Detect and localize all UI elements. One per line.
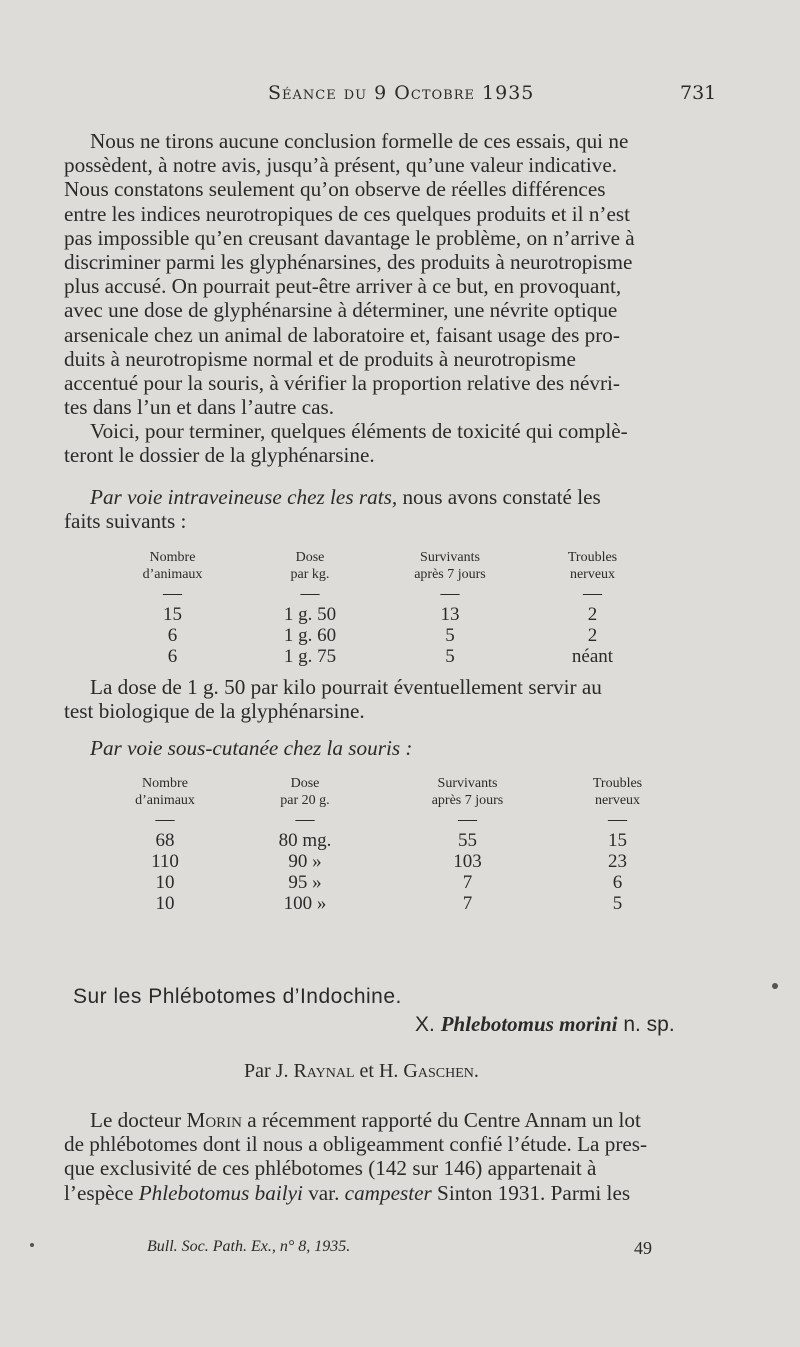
text-line: Nous ne tirons aucune conclusion formelle de ces essais, qui ne [90,129,629,153]
text-line: Nous constatons seulement qu’on observe de réelles différences [64,177,606,202]
text-line: Voici, pour terminer, quelques éléments de toxicité qui complè- [90,419,628,444]
running-header [0,82,800,112]
table-row: 6 1 g. 60 5 2 [167,625,598,646]
table-row: 15 1 g. 50 13 2 [163,604,598,625]
signature-mark: 49 [634,1238,652,1258]
text-line: avec une dose de glyphénarsine à déterminer, une névrite optique [64,298,618,323]
text-line: l’espèce Phlebotomus bailyi var. campester Sinton 1931. Parmi les [64,1180,631,1205]
author-name: Raynal [293,1060,355,1082]
col-header: Nombre d’animaux [135,776,195,808]
table-row: 6 1 g. 75 5 néant [167,646,614,667]
col-header: Troubles nerveux [567,550,618,582]
table-dash-row: — — — — [155,809,627,830]
table-row: 10 95 » 7 6 [155,872,623,893]
paragraph-4 [64,1108,736,1205]
article-title: Sur les Phlébotomes d’Indochine. [73,985,402,1008]
table-row: 10 100 » 7 5 [155,893,623,914]
text-line: de phlébotomes dont il nous a obligeamment confié l’étude. La pres- [64,1132,648,1157]
intro-intravenous [64,485,736,533]
speck-mark [30,1243,34,1247]
text-line: pas impossible qu’en creusant davantage le problème, on n’arrive à [64,225,635,250]
text-line: possèdent, à notre avis, jusqu’à présent, qu’une valeur indicative. [64,153,618,178]
speck-mark [772,983,778,989]
species-name: Phlebotomus morini [440,1012,618,1036]
intro-italic: Par voie intraveineuse chez les rats, [90,485,398,509]
intro-subcutaneous [64,736,736,760]
table-row: 110 90 » 103 23 [151,851,627,872]
table-header-row [100,775,680,809]
toxicity-table-rats [100,549,660,667]
text-line: La dose de 1 g. 50 par kilo pourrait éventuellement servir au [90,675,602,699]
paragraph-1 [64,129,736,468]
col-header: Survivants après 7 jours [414,550,486,582]
text-line: que exclusivité de ces phlébotomes (142 sur 146) appartenait à [64,1156,597,1181]
col-header: Nombre d’animaux [142,550,203,582]
col-header: Dose par kg. [290,550,330,582]
text-line: duits à neurotropisme normal et de produits à neurotropisme [64,346,576,371]
intro-italic: Par voie sous-cutanée chez la souris : [90,736,413,760]
col-header: Dose par 20 g. [280,776,330,808]
author-name: Gaschen. [403,1060,479,1082]
col-header: Survivants après 7 jours [431,776,504,808]
text-line: Le docteur Morin a récemment rapporté du Centre Annam un lot [90,1108,641,1132]
text-line: plus accusé. On pourrait peut-être arriver à ce but, en provoquant, [64,274,622,299]
table-dash-row: — — — — [163,583,602,604]
text-line: discriminer parmi les glyphénarsines, des produits à neurotropisme [64,249,633,274]
toxicity-table-mice [100,775,680,914]
text-line: arsenicale chez un animal de laboratoire et, faisant usage des pro- [64,322,620,347]
table-row: 68 80 mg. 55 15 [155,830,627,851]
header-title: Séance du 9 Octobre 1935 [268,82,535,104]
col-header: Troubles nerveux [592,776,643,808]
intro-rest: nous avons constaté les [397,485,601,509]
paragraph-3 [64,675,736,723]
text-line: tes dans l’un et dans l’autre cas. [64,395,335,420]
page-number: 731 [680,82,717,104]
text-line: test biologique de la glyphénarsine. [64,699,365,724]
byline: Par J. Raynal et H. Gaschen. [244,1060,479,1082]
text-line: faits suivants : [64,509,187,534]
article-subtitle: X. Phlebotomus morini n. sp. [415,1012,675,1036]
text-line: entre les indices neurotropiques de ces quelques produits et il n’est [64,201,631,226]
text-line: accentué pour la souris, à vérifier la proportion relative des névri- [64,370,620,395]
journal-reference: Bull. Soc. Path. Ex., n° 8, 1935. [147,1238,351,1255]
table-header-row [100,549,660,583]
text-line: teront le dossier de la glyphénarsine. [64,443,375,468]
page-footer [0,1238,800,1262]
